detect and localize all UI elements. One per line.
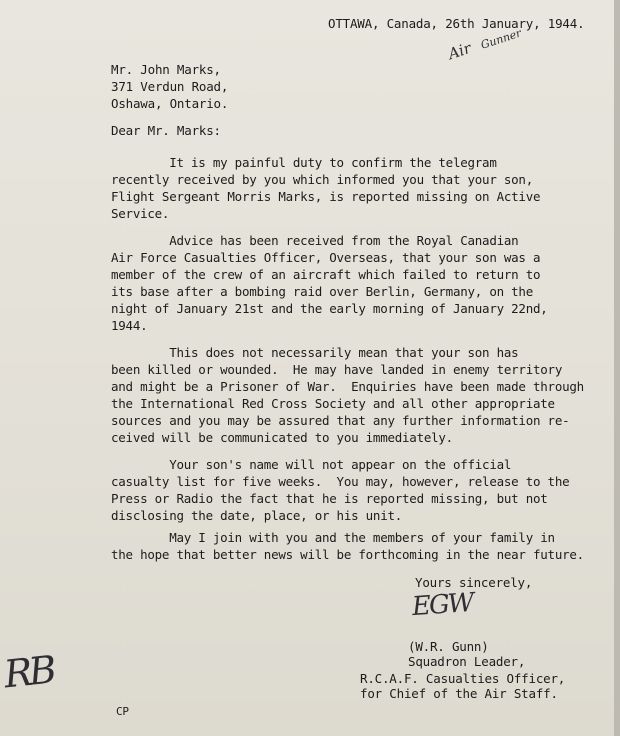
paragraph-line: the International Red Cross Society and all other appropriate [111, 396, 555, 411]
paragraph-line: been killed or wounded. He may have landed in enemy territory [111, 362, 563, 377]
paragraph-line: Service. [111, 206, 170, 221]
salutation: Dear Mr. Marks: [111, 123, 221, 138]
signer-title: R.C.A.F. Casualties Officer, [360, 671, 566, 686]
paragraph-line: It is my painful duty to confirm the telegram [111, 155, 497, 170]
paragraph-line: its base after a bombing raid over Berlin, Germany, on the [111, 284, 533, 299]
signature: EGW [411, 587, 474, 623]
paragraph-line: May I join with you and the members of your family in [111, 530, 555, 545]
paragraph-line: Flight Sergeant Morris Marks, is reported missing on Active [111, 189, 541, 204]
typist-initials: CP [116, 705, 129, 718]
signer-rank: Squadron Leader, [408, 654, 526, 669]
paragraph-line: Advice has been received from the Royal Canadian [111, 233, 519, 248]
paragraph-line: the hope that better news will be forthcoming in the near future. [111, 547, 584, 562]
paragraph-line: Your son's name will not appear on the official [111, 457, 512, 472]
paragraph-line: This does not necessarily mean that your son has [111, 345, 519, 360]
handwritten-initials: RB [1, 647, 55, 697]
place-date: OTTAWA, Canada, 26th January, 1944. [328, 16, 585, 31]
paragraph-line: recently received by you which informed you that your son, [111, 172, 533, 187]
handwritten-note-line2: Gunner [479, 26, 523, 52]
paragraph-line: sources and you may be assured that any further information re- [111, 413, 570, 428]
paragraph-line: casualty list for five weeks. You may, however, release to the [111, 474, 570, 489]
recipient-line: Oshawa, Ontario. [111, 96, 229, 111]
valediction: Yours sincerely, [415, 575, 533, 590]
paragraph-line: Air Force Casualties Officer, Overseas, that your son was a [111, 250, 541, 265]
paragraph-line: Press or Radio the fact that he is reported missing, but not [111, 491, 548, 506]
paragraph-line: night of January 21st and the early morning of January 22nd, [111, 301, 548, 316]
paragraph-line: 1944. [111, 318, 148, 333]
recipient-line: 371 Verdun Road, [111, 79, 229, 94]
page-edge-shadow [614, 0, 620, 736]
handwritten-note-line1: Air [446, 38, 474, 64]
paragraph-line: ceived will be communicated to you immediately. [111, 430, 453, 445]
paragraph-line: and might be a Prisoner of War. Enquiries have been made through [111, 379, 584, 394]
signer-for: for Chief of the Air Staff. [360, 686, 558, 701]
signer-name: (W.R. Gunn) [408, 639, 489, 654]
recipient-line: Mr. John Marks, [111, 62, 221, 77]
paragraph-line: disclosing the date, place, or his unit. [111, 508, 403, 523]
paragraph-line: member of the crew of an aircraft which failed to return to [111, 267, 541, 282]
